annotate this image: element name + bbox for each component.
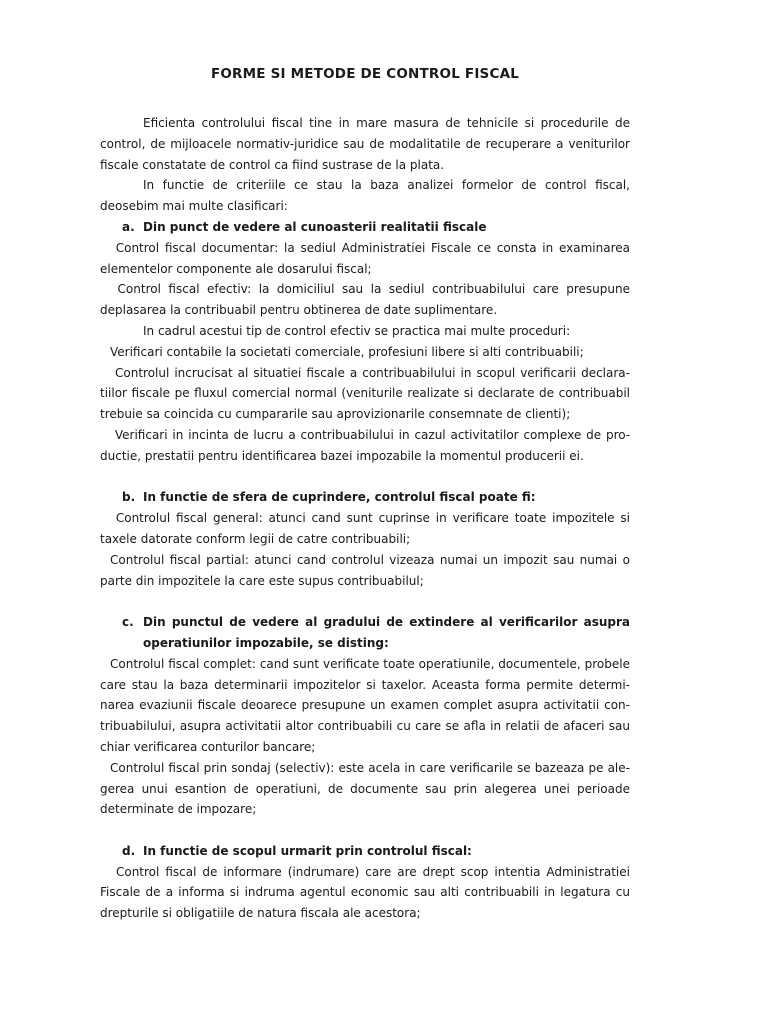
section-label: b. (122, 490, 136, 505)
list-item: Control fiscal de informare (indrumare) care are drept scop intentia Administratiei Fiscale de a informa si indruma agentul economic sau alti contribuabili in legatura cu drepturile si obligatiile de natura fiscala ale acestora; (100, 864, 630, 921)
intro-paragraph: In functie de criteriile ce stau la baza analizei formelor de control fiscal, deosebim mai multe clasificari: (100, 178, 630, 214)
list-item: Controlul incrucisat al situatiei fiscale a contribuabilului in scopul verificarii declaratiilor fiscale pe fluxul comercial normal (veniturile realizate si declarate de contribuabil trebuie sa coincida cu cumpararile sau aprovizionarile consemnate de clienti); (100, 365, 630, 422)
list-item: Controlul fiscal complet: cand sunt verificate toate operatiunile, documentele, probele care stau la baza determinarii impozitelor si taxelor. Aceasta forma permite determinarea evaziunii fiscale deoarece presupune un examen complet asupra activitatii contribuabilului, asupra activitatii altor contribuabili cu care se afla in relatii de afaceri sau chiar verificarea conturilor bancare; (100, 656, 630, 754)
section-label: d. (122, 843, 136, 858)
section-heading-text: Din punct de vedere al cunoasterii realitatii fiscale (143, 219, 487, 234)
list-item: Controlul fiscal partial: atunci cand controlul vizeaza numai un impozit sau numai o parte din impozitele la care este supus contribuabilul; (100, 552, 630, 588)
list-item: Controlul fiscal general: atunci cand sunt cuprinse in verificare toate impozitele si taxele datorate conform legii de catre contribuabili; (100, 511, 630, 546)
section-heading-text: Din punctul de vedere al gradului de extindere al verificarilor asupra operatiunilor impozabile, se disting: (143, 615, 630, 650)
spacer (100, 820, 630, 841)
list-item: Verificari contabile la societati comerciale, profesiuni libere si alti contribuabili; (110, 344, 584, 359)
spacer (100, 591, 630, 612)
section-heading-text: In functie de scopul urmarit prin controlul fiscal: (143, 843, 472, 858)
list-item: Control fiscal documentar: la sediul Administratiei Fiscale ce consta in examinarea elementelor componente ale dosarului fiscal; (100, 240, 630, 276)
section-b-heading (100, 487, 630, 508)
section-d-heading (100, 841, 630, 862)
list-item: Controlul fiscal prin sondaj (selectiv): este acela in care verificarile se bazeaza pe alegerea unui esantion de operatiuni, de documente sau prin alegerea unei perioade determinate de impozare; (100, 760, 630, 817)
document-body (100, 113, 630, 924)
section-label: c. (122, 615, 134, 630)
section-label: a. (122, 219, 135, 234)
section-c-heading (100, 612, 630, 654)
list-item: Control fiscal efectiv: la domiciliul sau la sediul contribuabilului care presupune deplasarea la contribuabil pentru obtinerea de date suplimentare. (100, 282, 630, 318)
intro-paragraph: Eficienta controlului fiscal tine in mare masura de tehnicile si procedurile de control, de mijloacele normativ-juridice sau de modalitatile de recuperare a veniturilor fiscale constatate de control ca fiind sustrase de la plata. (100, 116, 630, 172)
list-item: Verificari in incinta de lucru a contribuabilului in cazul activitatilor complexe de productie, prestatii pentru identificarea bazei impozabile la momentul producerii ei. (100, 427, 630, 463)
section-a-heading (100, 217, 630, 238)
document-title: FORME SI METODE DE CONTROL FISCAL (210, 66, 520, 82)
section-heading-text: In functie de sfera de cuprindere, controlul fiscal poate fi: (143, 490, 536, 505)
subintro-paragraph: In cadrul acestui tip de control efectiv se practica mai multe proceduri: (143, 323, 571, 338)
spacer (100, 467, 630, 488)
